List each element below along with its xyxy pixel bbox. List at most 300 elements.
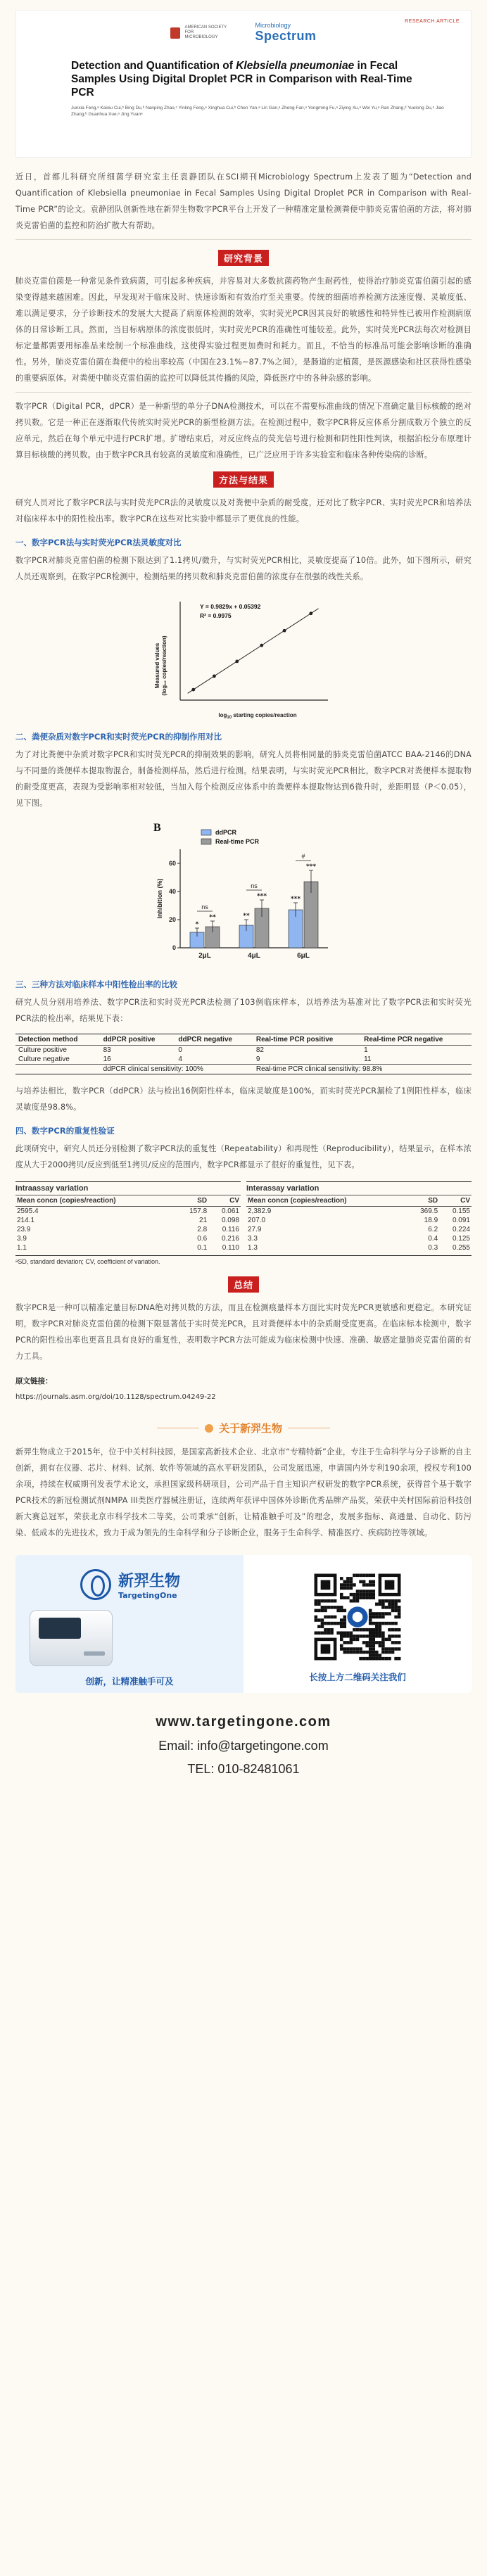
qr-module <box>388 1638 391 1642</box>
repeatability-subheading: 四、数字PCR的重复性验证 <box>15 1126 115 1136</box>
qr-module <box>365 1651 369 1654</box>
qr-module <box>365 1635 369 1638</box>
qr-module <box>372 1641 375 1644</box>
qr-module <box>343 1625 347 1628</box>
qr-module <box>375 1612 379 1616</box>
qr-module <box>340 1618 343 1622</box>
qr-module <box>353 1583 356 1587</box>
qr-module <box>391 1647 395 1651</box>
interassay-block <box>246 1181 472 1252</box>
qr-module <box>381 1647 385 1651</box>
qr-module <box>394 1647 398 1651</box>
table-cell: 83 <box>103 1046 111 1054</box>
table-cell: 0.224 <box>452 1226 470 1233</box>
paper-title-pre: Detection and Quantification of <box>71 60 236 72</box>
article-body <box>0 169 487 1401</box>
qr-module <box>372 1622 375 1625</box>
clinical-result-paragraph: 与培养法相比，数字PCR（ddPCR）法与检出16例阳性样本，临床灵敏度是100%，而实时荧光PCR漏检了1例阳性样本，临床灵敏度是98.8%。 <box>15 1086 472 1112</box>
qr-module <box>394 1603 398 1606</box>
table-cell: 0.6 <box>197 1235 208 1243</box>
paper-title <box>27 59 460 99</box>
table-cell: 1.1 <box>17 1244 27 1252</box>
qr-module <box>346 1587 350 1590</box>
qr-module <box>327 1628 331 1632</box>
qr-module <box>315 1631 318 1635</box>
qr-module <box>369 1647 372 1651</box>
qr-module <box>369 1593 372 1597</box>
about-body <box>0 1444 487 1541</box>
qr-finder-core <box>321 1580 331 1590</box>
summary-heading: 总结 <box>228 1276 259 1293</box>
fig2-significance-star: *** <box>256 893 267 900</box>
inhibition-paragraph: 为了对比粪便中杂质对数字PCR和实时荧光PCR的抑制效果的影响，研究人员将相同量的肺炎克雷伯菌ATCC BAA-2146的DNA与不同量的粪便样本提取物混合，制备检测样品，然后进行检测。结果表明，与实时荧光PCR相比，数字PCR对粪便样本提取物的耐受度更高，表现为受影响率相对较低，当加入每个检测反应体系中的粪便样本提取物达到6微升时，差距明显（P＜0.05），见下图。 <box>15 750 472 808</box>
qr-module <box>362 1580 366 1584</box>
qr-module <box>334 1622 337 1625</box>
qr-module <box>327 1599 331 1603</box>
promo-left <box>15 1555 244 1693</box>
qr-module <box>372 1657 375 1661</box>
qr-module <box>317 1625 321 1628</box>
qr-module <box>372 1596 375 1599</box>
methods-heading: 方法与结果 <box>213 471 274 488</box>
qr-module <box>356 1574 360 1578</box>
qr-module <box>375 1641 379 1644</box>
fig2-legend-ddpcr: ddPCR <box>215 829 236 836</box>
table-footer-ddpcr: ddPCR clinical sensitivity: 100% <box>103 1065 203 1073</box>
table-cell: 82 <box>255 1046 264 1054</box>
qr-module <box>343 1651 347 1654</box>
qr-module <box>362 1574 366 1578</box>
qr-module <box>369 1618 372 1622</box>
qr-module <box>340 1625 343 1628</box>
linearity-scatter-chart <box>152 595 335 721</box>
qr-module <box>359 1657 362 1661</box>
about-heading-wrap <box>0 1418 487 1435</box>
qr-module <box>379 1654 382 1657</box>
qr-module <box>343 1622 347 1625</box>
qr-module <box>375 1657 379 1661</box>
qr-module <box>381 1657 385 1661</box>
qr-module <box>346 1583 350 1587</box>
fig2-plot-area <box>169 849 328 960</box>
qr-module <box>334 1606 337 1609</box>
table-cell: 0.125 <box>452 1235 470 1243</box>
article-type-tag: RESEARCH ARTICLE <box>405 19 460 24</box>
table-cell: 9 <box>255 1055 260 1063</box>
qr-center-logo-inner <box>353 1612 363 1623</box>
qr-module <box>356 1593 360 1597</box>
qr-module <box>336 1631 340 1635</box>
table-header: SD <box>176 1195 208 1207</box>
qr-module <box>394 1628 398 1632</box>
qr-module <box>362 1593 366 1597</box>
qr-module <box>369 1651 372 1654</box>
qr-module <box>315 1603 318 1606</box>
original-link-label: 原文链接： <box>15 1377 53 1385</box>
qr-module <box>350 1593 353 1597</box>
qr-module <box>340 1587 343 1590</box>
qr-module <box>391 1628 395 1632</box>
table-row <box>15 1046 472 1055</box>
table-header-row <box>246 1195 472 1207</box>
qr-module <box>385 1638 388 1642</box>
qr-caption: 长按上方二维码关注我们 <box>309 1672 406 1682</box>
qr-module <box>343 1583 347 1587</box>
qr-module <box>369 1654 372 1657</box>
qr-module <box>394 1616 398 1619</box>
qr-module <box>315 1609 318 1613</box>
table-header-row <box>15 1034 472 1046</box>
qr-module <box>385 1622 388 1625</box>
qr-module <box>317 1631 321 1635</box>
qr-module <box>398 1606 401 1609</box>
table-row <box>246 1234 472 1243</box>
fig2-ylabel: Inhibition (%) <box>156 878 163 919</box>
qr-module <box>398 1616 401 1619</box>
qr-module <box>327 1622 331 1625</box>
qr-module <box>353 1651 356 1654</box>
qr-module <box>379 1641 382 1644</box>
table-header: CV <box>439 1195 472 1207</box>
table-cell: 0 <box>178 1046 182 1054</box>
asm-logo <box>170 25 227 41</box>
qr-module <box>321 1631 324 1635</box>
summary-heading-wrap <box>15 1276 472 1293</box>
fig1-equation: Y = 0.9829x + 0.05392 <box>200 603 261 610</box>
qr-module <box>365 1596 369 1599</box>
precision-footnote: ᵃSD, standard deviation; CV, coefficient of variation. <box>15 1255 472 1265</box>
qr-module <box>369 1580 372 1584</box>
qr-module <box>388 1651 391 1654</box>
fig1-data-point <box>260 644 263 647</box>
instrument-screen <box>39 1618 81 1639</box>
table-header: Real-time PCR negative <box>364 1036 443 1043</box>
table-cell: 0.061 <box>221 1207 239 1215</box>
journal-logos <box>27 22 460 44</box>
qr-module <box>385 1647 388 1651</box>
qr-module <box>359 1596 362 1599</box>
table-footer-row <box>15 1065 472 1074</box>
interassay-table <box>246 1195 472 1252</box>
instrument-slot <box>84 1651 105 1656</box>
qr-module <box>340 1647 343 1651</box>
table-header: CV <box>208 1195 241 1207</box>
intraassay-title: Intraassay variation <box>15 1181 241 1195</box>
qr-module <box>346 1631 350 1635</box>
qr-module <box>350 1577 353 1580</box>
qr-module <box>381 1622 385 1625</box>
background-heading: 研究背景 <box>218 250 269 266</box>
qr-module <box>391 1641 395 1644</box>
qr-module <box>324 1631 327 1635</box>
qr-module <box>369 1644 372 1648</box>
fig1-r2: R² = 0.9975 <box>200 612 232 619</box>
qr-module <box>350 1631 353 1635</box>
qr-module <box>324 1628 327 1632</box>
qr-module <box>321 1618 324 1622</box>
qr-module <box>388 1635 391 1638</box>
qr-module <box>381 1644 385 1648</box>
spectrum-logo <box>255 22 316 44</box>
qr-module <box>398 1647 401 1651</box>
qr-module <box>356 1638 360 1642</box>
paper-authors: Junxia Feng,ᵃ Kaixiu Cui,ᵇ Bing Du,ᵇ Nanping Zhao,ᶜ Yinling Feng,ᵃ Xinghua Cui,ᵇ Chen Yan,ᵃ Lin Gan,ᵃ Zheng Fan,ᵃ Yongming Fu,ᵃ Ziying Xu,ᵃ Wei Yu,ᵃ Ran Zhang,ᵈ Yuelong Du,ᵉ Jiao Zhang,ᵇ Guanhua Xue,ᵃ Jing Yuanᵃ <box>71 106 444 117</box>
qr-module <box>359 1628 362 1632</box>
qr-module <box>398 1635 401 1638</box>
qr-module <box>336 1609 340 1613</box>
fig2-category-label: 4μL <box>248 952 260 960</box>
qr-module <box>343 1609 347 1613</box>
table-row <box>15 1207 241 1217</box>
repeatability-paragraph: 此项研究中，研究人员还分别检测了数字PCR法的重复性（Repeatability）和再现性（Reproducibility），结果显示，在样本浓度从大于2000拷贝/反应到低至1拷贝/反应的范围内，数字PCR都显示了很好的重复性，见下表。 <box>15 1144 472 1169</box>
qr-module <box>356 1647 360 1651</box>
fig2-y-tick-label: 0 <box>172 944 176 951</box>
table-row <box>15 1234 241 1243</box>
qr-module <box>372 1590 375 1593</box>
qr-module <box>381 1616 385 1619</box>
qr-module <box>340 1606 343 1609</box>
qr-module <box>343 1647 347 1651</box>
background-paragraph-1: 肺炎克雷伯菌是一种常见条件致病菌，可引起多种疾病，并容易对大多数抗菌药物产生耐药性，使得治疗肺炎克雷伯菌引起的感染变得越来越困难。因此，早发现对于临床及时、快速诊断和有效治疗至关重要。传统的细菌培养检测方法速度慢、灵敏度低、难以满足要求，分子诊断技术的发展大大提高了病原体检测的效率，实时荧光PCR因其良好的敏感性和特异性已被用作检测病原体的日常诊断工具。然而，当目标病原体的浓度很低时，实时荧光PCR的准确性可能较差。此外，实时荧光PCR法每次对检测目标定量都需要用标准品来绘制一个标准曲线，这使得实验过程更加费时和耗力。而且，不恰当的标准品可能会影响诊断的准确性。另外，肺炎克雷伯菌在粪便中的检出率较高（中国在23.1%~87.7%之间），是肠道的定植菌，是医源感染和社区获得性感染的重要病原体。对粪便中肺炎克雷伯菌的监控可以降低其传播的风险，降低医疗中的各种杂感的影响。 <box>15 277 472 383</box>
qr-module <box>356 1628 360 1632</box>
qr-module <box>372 1647 375 1651</box>
qr-module <box>398 1628 401 1632</box>
fig2-comparison-label: ns <box>201 903 208 911</box>
table-header-row <box>15 1195 241 1207</box>
qr-module <box>346 1647 350 1651</box>
qr-module <box>369 1631 372 1635</box>
qr-module <box>391 1622 395 1625</box>
qr-module <box>369 1622 372 1625</box>
qr-module <box>388 1657 391 1661</box>
qr-module <box>359 1651 362 1654</box>
table-cell: 0.255 <box>452 1244 470 1252</box>
qr-module <box>353 1599 356 1603</box>
qr-module <box>362 1583 366 1587</box>
table-header: ddPCR positive <box>103 1036 156 1043</box>
qr-module <box>372 1574 375 1578</box>
fig2-y-tick-label: 20 <box>168 916 176 923</box>
qr-module <box>372 1616 375 1619</box>
qr-module <box>388 1606 391 1609</box>
table-row <box>246 1225 472 1234</box>
fig1-data-point <box>213 674 216 678</box>
qr-module <box>369 1583 372 1587</box>
qr-module <box>369 1612 372 1616</box>
fig1-data-point <box>283 629 286 633</box>
qr-module <box>321 1609 324 1613</box>
qr-module <box>353 1647 356 1651</box>
qr-module <box>353 1628 356 1632</box>
sensitivity-paragraph: 数字PCR对肺炎克雷伯菌的检测下限达到了1.1拷贝/微升，与实时荧光PCR相比，灵敏度提高了10倍。此外，如下图所示，研究人员还观察到，在数字PCR检测中，检测结果的拷贝数和肺炎克雷伯菌的浓度存在很强的线性关系。 <box>15 556 472 581</box>
inhibition-subheading: 二、粪便杂质对数字PCR和实时荧光PCR的抑制作用对比 <box>15 732 222 742</box>
table-row <box>246 1207 472 1217</box>
qr-module <box>343 1631 347 1635</box>
qr-module <box>334 1616 337 1619</box>
qr-module <box>372 1628 375 1632</box>
table-footer-rtpcr: Real-time PCR clinical sensitivity: 98.8% <box>255 1065 383 1073</box>
qr-module <box>381 1651 385 1654</box>
table-header: Detection method <box>18 1036 78 1043</box>
fig1-xlabel-rest: starting copies/reaction <box>232 712 297 718</box>
table-cell: Culture positive <box>18 1046 67 1054</box>
qr-module <box>391 1651 395 1654</box>
clinical-subheading: 三、三种方法对临床样本中阳性检出率的比较 <box>15 979 177 989</box>
fig1-data-point <box>309 611 312 615</box>
table-cell: 207.0 <box>248 1217 266 1224</box>
qr-module <box>350 1638 353 1642</box>
qr-module <box>362 1628 366 1632</box>
promo-banner <box>15 1555 472 1693</box>
qr-finder-core <box>321 1644 331 1654</box>
divider <box>15 239 472 240</box>
fig2-category-label: 6μL <box>297 952 310 960</box>
table-cell: 16 <box>103 1055 111 1063</box>
qr-module <box>379 1622 382 1625</box>
table-cell: 11 <box>364 1055 372 1063</box>
qr-module <box>317 1599 321 1603</box>
fig2-panel-label: B <box>153 822 161 834</box>
qr-module <box>317 1603 321 1606</box>
precision-tables <box>15 1181 472 1252</box>
qr-module <box>365 1644 369 1648</box>
qr-module <box>369 1609 372 1613</box>
qr-module <box>369 1590 372 1593</box>
qr-module <box>379 1644 382 1648</box>
qr-module <box>340 1644 343 1648</box>
qr-module <box>372 1651 375 1654</box>
qr-module <box>324 1599 327 1603</box>
table-row <box>15 1243 241 1252</box>
qr-module <box>346 1635 350 1638</box>
methods-paragraph: 研究人员对比了数字PCR法与实时荧光PCR法的灵敏度以及对粪便中杂质的耐受度，还对比了数字PCR、实时荧光PCR和培养法对临床样本中的阳性检出率。数字PCR在这些对比实验中都显示了更优良的性能。 <box>15 498 472 524</box>
qr-module <box>375 1651 379 1654</box>
table-cell: 157.8 <box>189 1207 208 1215</box>
qr-module <box>369 1574 372 1578</box>
qr-module <box>340 1622 343 1625</box>
qr-module <box>391 1603 395 1606</box>
qr-module <box>369 1638 372 1642</box>
qr-module <box>385 1599 388 1603</box>
fig2-significance-star: *** <box>290 896 301 903</box>
instrument-image <box>30 1610 113 1666</box>
qr-module <box>330 1606 334 1609</box>
qr-module <box>340 1638 343 1642</box>
qr-module <box>365 1583 369 1587</box>
qr-module <box>362 1590 366 1593</box>
qr-module <box>398 1641 401 1644</box>
fig1-ylabel-1: Measured values <box>154 642 160 689</box>
qr-module <box>350 1583 353 1587</box>
fig2-comparison-label: ns <box>251 882 258 889</box>
qr-module <box>375 1603 379 1606</box>
email-link[interactable]: Email: info@targetingone.com <box>158 1739 329 1753</box>
table-cell: 0.1 <box>197 1244 208 1252</box>
qr-module <box>353 1638 356 1642</box>
qr-module <box>379 1612 382 1616</box>
qr-module <box>334 1599 337 1603</box>
table-cell: 6.2 <box>428 1226 438 1233</box>
qr-module <box>375 1628 379 1632</box>
qr-code-icon[interactable] <box>311 1571 404 1663</box>
qr-module <box>356 1599 360 1603</box>
table-cell: Culture negative <box>18 1055 70 1063</box>
slogan: 创新，让精准触手可及 <box>85 1676 174 1687</box>
qr-module <box>372 1631 375 1635</box>
table-cell: 4 <box>178 1055 182 1063</box>
qr-module <box>379 1628 382 1632</box>
qr-module <box>379 1635 382 1638</box>
fig1-xlabel-sub: 10 <box>227 716 232 720</box>
qr-module <box>375 1625 379 1628</box>
summary-paragraph: 数字PCR是一种可以精准定量目标DNA绝对拷贝数的方法，而且在检测痕量样本方面比实时荧光PCR更敏感和更稳定。本研究证明，数字PCR对肺炎克雷伯菌的检测下限显著低于实时荧光PCR，且对粪便样本中的杂质耐受度更高。在临床标本检测中，数字PCR的阳性检出率也更高且具有良好的重复性，表明数字PCR方法可能成为临床检测中快速、准确、敏感定量肺炎克雷伯菌的有力工具。 <box>15 1303 472 1361</box>
table-cell: 21 <box>199 1217 208 1224</box>
table-row <box>15 1216 241 1225</box>
qr-module <box>394 1635 398 1638</box>
qr-module <box>385 1651 388 1654</box>
qr-module <box>372 1583 375 1587</box>
qr-module <box>317 1618 321 1622</box>
qr-module <box>394 1657 398 1661</box>
qr-module <box>372 1593 375 1597</box>
asm-logo-icon <box>170 27 180 39</box>
qr-module <box>365 1641 369 1644</box>
fig1-ylabel-2: (log₁₀ copies/reaction) <box>161 635 167 696</box>
qr-module <box>388 1612 391 1616</box>
background-paragraph-2: 数字PCR（Digital PCR，dPCR）是一种新型的单分子DNA检测技术，可以在不需要标准曲线的情况下准确定量目标核酸的绝对拷贝数。它是一种正在逐渐取代传统实时荧光PCR的新型检测方法。在检测过程中，数字PCR将反应体系分割成数万个独立的反应单元，然后在每个单元中进行PCR扩增。扩增结束后，对反应终点的荧光信号进行检测和阴性阳性判读，根据泊松分布原理计算目标核酸的拷贝数。由于数字PCR具有较高的灵敏度和准确性，已广泛应用于许多实验室和临床各种传染病的诊断。 <box>15 402 472 459</box>
qr-module <box>321 1606 324 1609</box>
qr-module <box>388 1628 391 1632</box>
linearity-figure <box>15 595 472 721</box>
qr-module <box>343 1641 347 1644</box>
qr-module <box>369 1635 372 1638</box>
qr-module <box>346 1641 350 1644</box>
qr-module <box>330 1599 334 1603</box>
qr-module <box>398 1609 401 1613</box>
interassay-title: Interassay variation <box>246 1181 472 1195</box>
table-cell: 2595.4 <box>17 1207 39 1215</box>
qr-module <box>356 1651 360 1654</box>
brand-text <box>118 1569 180 1600</box>
qr-module <box>356 1635 360 1638</box>
brand-name-en: TargetingOne <box>118 1591 177 1600</box>
divider <box>15 392 472 393</box>
clinical-paragraph: 研究人员分别用培养法、数字PCR法和实时荧光PCR法检测了103例临床样本，以培养法为基准对比了数字PCR法和实时荧光PCR法的检出率，结果见下表： <box>15 998 472 1023</box>
qr-module <box>343 1635 347 1638</box>
qr-module <box>346 1596 350 1599</box>
qr-module <box>340 1577 343 1580</box>
sensitivity-subheading: 一、数字PCR法与实时荧光PCR法灵敏度对比 <box>15 538 182 547</box>
qr-module <box>350 1647 353 1651</box>
table-cell: 0.3 <box>428 1244 438 1252</box>
qr-module <box>359 1593 362 1597</box>
phone-number: TEL: 010-82481061 <box>187 1762 300 1776</box>
qr-module <box>340 1631 343 1635</box>
qr-module <box>346 1651 350 1654</box>
website-link[interactable]: www.targetingone.com <box>156 1714 331 1730</box>
qr-module <box>398 1657 401 1661</box>
intraassay-block <box>15 1181 241 1252</box>
qr-module <box>327 1631 331 1635</box>
qr-module <box>379 1631 382 1635</box>
fig2-legend-rtpcr-swatch <box>201 839 211 844</box>
qr-module <box>375 1635 379 1638</box>
qr-module <box>369 1641 372 1644</box>
original-link[interactable]: https://journals.asm.org/doi/10.1128/spectrum.04249-22 <box>15 1393 216 1401</box>
table-row <box>15 1055 472 1065</box>
paper-title-post: in Fecal Samples Using Digital Droplet PCR in Comparison with Real-Time PCR <box>71 60 412 99</box>
qr-module <box>375 1616 379 1619</box>
